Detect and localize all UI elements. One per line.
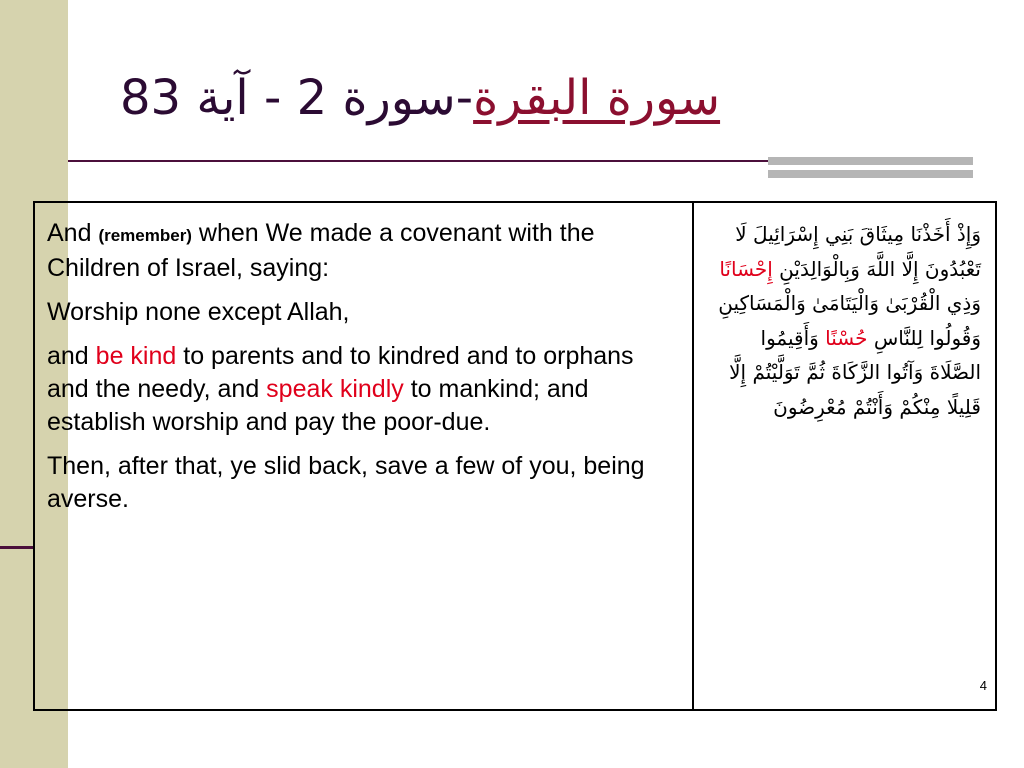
english-text: and <box>47 342 96 370</box>
slide-number: 4 <box>979 677 987 693</box>
title-separator: - <box>455 70 474 126</box>
arabic-verse-cell <box>694 203 995 709</box>
english-highlight: speak kindly <box>266 375 404 403</box>
english-text: when We made a covenant with the Children of Israel, saying: <box>47 219 595 282</box>
title-divider-accent-bottom <box>768 170 973 178</box>
surah-verse-reference: سورة 2 - آية 83 <box>120 70 456 126</box>
slide-title <box>120 58 890 138</box>
english-paragraph-3 <box>47 340 682 439</box>
arabic-text: وَإِذْ أَخَذْنَا مِيثَاقَ بَنِي إِسْرَائِيلَ لَا تَعْبُدُونَ إِلَّا اللَّهَ وَبِالْوَالِدَيْنِ <box>735 222 981 281</box>
arabic-highlight: حُسْنًا <box>825 325 868 350</box>
english-text: to parents and to kindred and to orphans and the needy, and <box>47 342 634 403</box>
english-note: (remember) <box>98 226 192 245</box>
surah-name: سورة البقرة <box>473 70 721 126</box>
verse-table <box>33 201 997 711</box>
english-text: And <box>47 219 99 247</box>
arabic-text: وَأَقِيمُوا الصَّلَاةَ وَآتُوا الزَّكَاةَ ثُمَّ تَوَلَّيْتُمْ إِلَّا قَلِيلًا مِنْكُمْ وَأَنْتُمْ مُعْرِضُونَ <box>729 325 981 419</box>
english-paragraph-1 <box>47 217 682 285</box>
side-decor-line <box>0 546 34 549</box>
english-translation-cell <box>35 203 694 709</box>
english-text: to mankind; and establish worship and pay the poor-due. <box>47 375 589 436</box>
title-divider-accent-top <box>768 157 973 165</box>
english-paragraph-2: Worship none except Allah, <box>47 298 350 326</box>
english-paragraph-4: Then, after that, ye slid back, save a few of you, being averse. <box>47 452 645 513</box>
title-divider <box>68 160 768 162</box>
arabic-text: وَذِي الْقُرْبَىٰ وَالْيَتَامَىٰ وَالْمَسَاكِينِ وَقُولُوا لِلنَّاسِ <box>718 291 981 350</box>
english-highlight: be kind <box>95 342 177 370</box>
arabic-highlight: إِحْسَانًا <box>719 256 773 281</box>
